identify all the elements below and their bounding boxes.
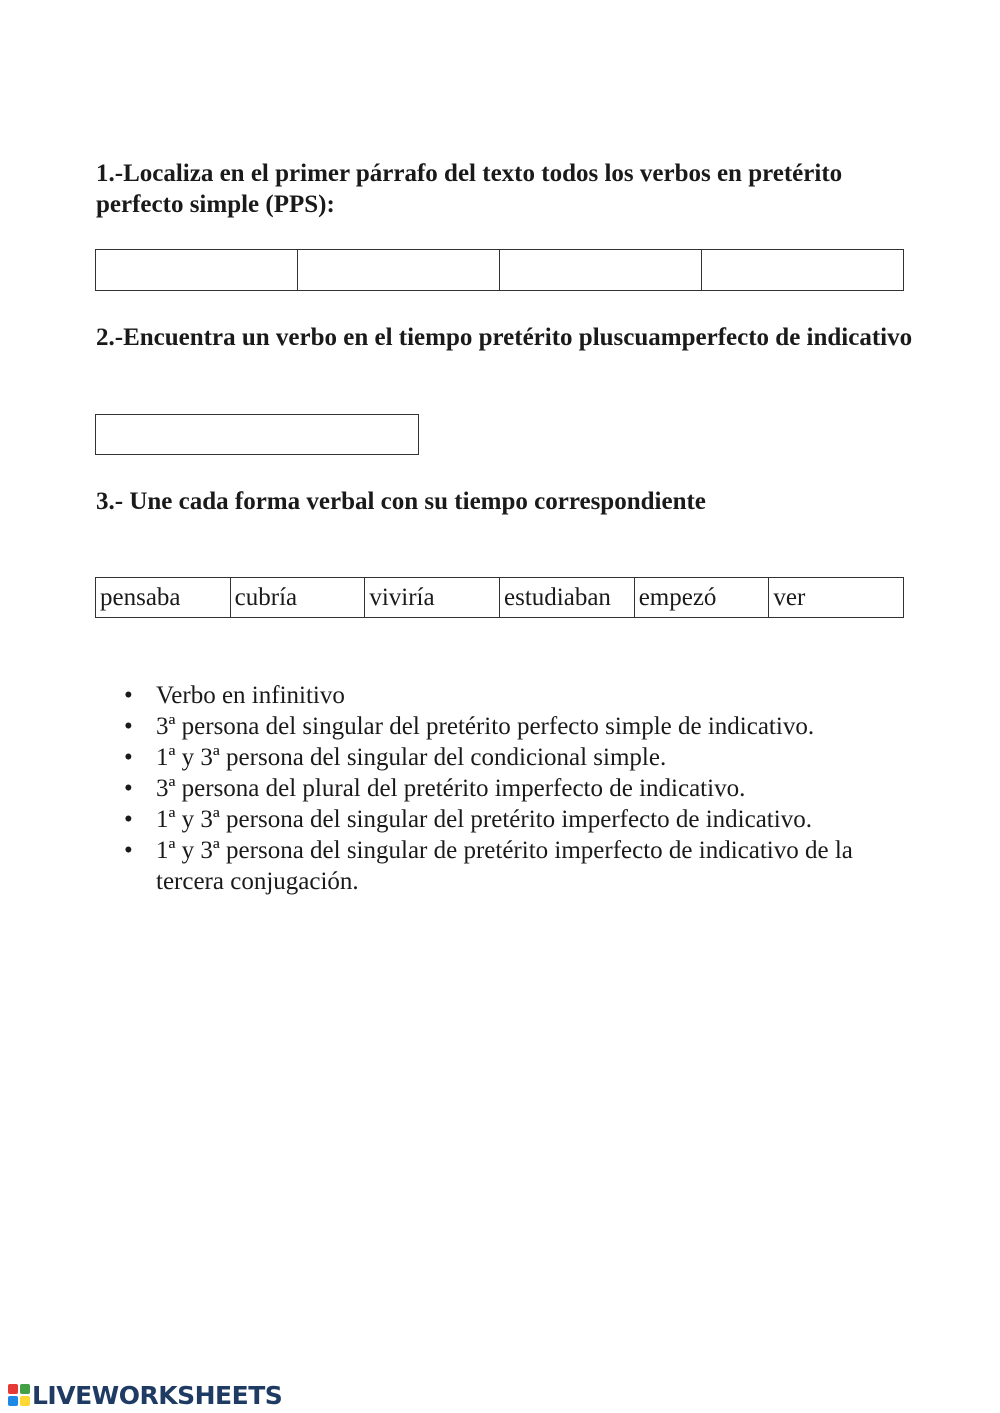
tense-item-conditional[interactable]: • 1ª y 3ª persona del singular del condicional simple.: [156, 742, 896, 773]
verb-cell-pensaba[interactable]: pensaba: [96, 578, 231, 617]
question-3: 3.- Une cada forma verbal con su tiempo correspondiente: [96, 488, 706, 515]
tense-item-infinitive[interactable]: • Verbo en infinitivo: [156, 680, 896, 711]
logo-square: [20, 1384, 30, 1394]
answer-box[interactable]: [298, 250, 500, 290]
tense-item-imperfect-singular[interactable]: • 1ª y 3ª persona del singular del pretérito imperfecto de indicativo.: [156, 804, 896, 835]
tense-item-imperfect-plural[interactable]: • 3ª persona del plural del pretérito imperfecto de indicativo.: [156, 773, 896, 804]
answer-box[interactable]: [702, 250, 903, 290]
liveworksheets-logo: [8, 1381, 282, 1409]
verb-cell-cubria[interactable]: cubría: [231, 578, 366, 617]
answer-box[interactable]: [500, 250, 702, 290]
verb-cell-empezo[interactable]: empezó: [635, 578, 770, 617]
logo-text: LIVEWORKSHEETS: [32, 1380, 283, 1410]
answer-box-pluscuamperfecto: [95, 414, 419, 455]
verb-cell-ver[interactable]: ver: [773, 584, 806, 611]
tense-item-pps[interactable]: • 3ª persona del singular del pretérito perfecto simple de indicativo.: [156, 711, 896, 742]
question-2: 2.-Encuentra un verbo en el tiempo pretérito pluscuamperfecto de indicativo: [96, 324, 913, 351]
verb-forms-table: [95, 577, 904, 618]
logo-square: [8, 1396, 18, 1406]
logo-square: [20, 1396, 30, 1406]
tense-list: [156, 680, 896, 897]
logo-square: [8, 1384, 18, 1394]
answer-box[interactable]: [96, 250, 298, 290]
verb-cell-viviria[interactable]: viviría: [365, 578, 500, 617]
question-1: 1.-Localiza en el primer párrafo del texto todos los verbos en pretérito perfecto simple (PPS):: [96, 160, 843, 218]
logo-mark-icon: [8, 1384, 30, 1406]
answer-box[interactable]: [96, 415, 418, 454]
verb-cell-estudiaban[interactable]: estudiaban: [500, 578, 635, 617]
tense-item-imperfect-third-conjugation[interactable]: • 1ª y 3ª persona del singular de pretérito imperfecto de indicativo de la tercera conjugación.: [156, 835, 896, 897]
answer-boxes-pps: [95, 249, 904, 291]
